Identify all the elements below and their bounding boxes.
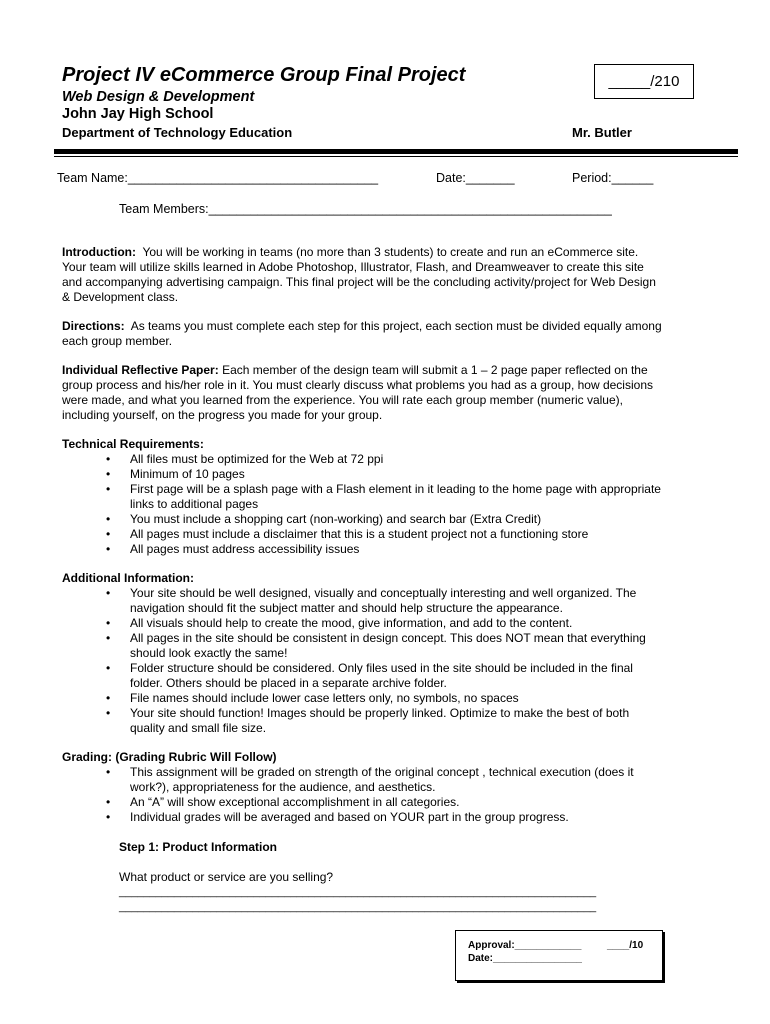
introduction-label: Introduction: (62, 245, 136, 259)
list-item: • Folder structure should be considered. Only files used in the site should be included in the final folder. Others should be placed in a separate archive folder. (106, 661, 633, 690)
bullet-icon: • (106, 691, 111, 705)
reflective-paper-label: Individual Reflective Paper: (62, 363, 219, 377)
list-item: • File names should include lower case letters only, no symbols, no spaces (106, 691, 519, 705)
additional-information-section (62, 571, 662, 736)
list-item: • All files must be optimized for the Web at 72 ppi (106, 452, 384, 466)
additional-information-list (62, 586, 662, 736)
list-item: • An “A” will show exceptional accomplishment in all categories. (106, 795, 460, 809)
grading-list (62, 765, 662, 825)
list-item: • All pages must address accessibility issues (106, 542, 360, 556)
grading-heading: Grading: (Grading Rubric Will Follow) (62, 750, 277, 764)
technical-requirements-list (62, 452, 662, 557)
list-item: • All visuals should help to create the mood, give information, and add to the content. (106, 616, 573, 630)
directions-paragraph (62, 319, 662, 349)
directions-text: As teams you must complete each step for this project, each section must be divided equally among each group member. (62, 319, 662, 348)
list-item: • Minimum of 10 pages (106, 467, 245, 481)
list-item: • This assignment will be graded on strength of the original concept , technical execution (does it work?), appropriateness for the audience, and aesthetics. (106, 765, 634, 794)
period-field[interactable]: Period:______ (572, 171, 654, 185)
bullet-icon: • (106, 661, 111, 675)
bullet-icon: • (106, 795, 111, 809)
bullet-icon: • (106, 765, 111, 779)
bullet-icon: • (106, 706, 111, 720)
header-divider-thick (54, 149, 738, 154)
list-item: • Individual grades will be averaged and based on YOUR part in the group progress. (106, 810, 569, 824)
approval-field[interactable]: Approval:____________ (468, 940, 582, 951)
bullet-icon: • (106, 586, 111, 600)
bullet-icon: • (106, 482, 111, 496)
additional-information-heading: Additional Information: (62, 571, 194, 585)
bullet-icon: • (106, 512, 111, 526)
team-members-field[interactable]: Team Members:__________________________________________________________ (119, 202, 612, 216)
list-item: • You must include a shopping cart (non-working) and search bar (Extra Credit) (106, 512, 542, 526)
teacher-name: Mr. Butler (572, 125, 632, 140)
list-item: • Your site should function! Images should be properly linked. Optimize to make the best of both quality and small file size. (106, 706, 630, 735)
step-1-answer-line[interactable]: ______________________________________________________________________________ (119, 901, 597, 913)
list-item: • All pages in the site should be consistent in design concept. This does NOT mean that everything should look exactly the same! (106, 631, 646, 660)
introduction-paragraph (62, 245, 662, 305)
bullet-icon: • (106, 452, 111, 466)
approval-box (455, 930, 663, 981)
step-1-question: What product or service are you selling? (119, 870, 334, 884)
bullet-icon: • (106, 631, 111, 645)
step-1-answer-line[interactable]: ______________________________________________________________________________ (119, 886, 597, 898)
reflective-paper-paragraph (62, 363, 662, 423)
date-field[interactable]: Date:_______ (436, 171, 515, 185)
reflective-paper-text: Each member of the design team will submit a 1 – 2 page paper reflected on the group process and his/her role in it. You must clearly discuss what problems you had as a group, how decisions were made, and what you learned from the experience. You will rate each group member (numeric value), including yourself, on the progress you made for your group. (62, 363, 653, 422)
technical-requirements-heading: Technical Requirements: (62, 437, 204, 451)
step-1-title: Step 1: Product Information (119, 840, 278, 854)
directions-label: Directions: (62, 319, 125, 333)
list-item: • Your site should be well designed, visually and conceptually interesting and well organized. The navigation should fit the subject matter and should help structure the appearance. (106, 586, 637, 615)
school-name: John Jay High School (62, 106, 214, 122)
course-subtitle: Web Design & Development (62, 89, 255, 105)
bullet-icon: • (106, 810, 111, 824)
bullet-icon: • (106, 542, 111, 556)
approval-date-field[interactable]: Date:________________ (468, 953, 582, 964)
bullet-icon: • (106, 527, 111, 541)
introduction-text: You will be working in teams (no more than 3 students) to create and run an eCommerce site. Your team will utilize skills learned in Adobe Photoshop, Illustrator, Flash, and Dreamweaver to create this site and accompanying advertising campaign. This final project will be the concluding activity/project for Web Design & Development class. (62, 245, 656, 304)
header-divider-thin (54, 156, 738, 157)
bullet-icon: • (106, 616, 111, 630)
list-item: • All pages must include a disclaimer that this is a student project not a functioning store (106, 527, 589, 541)
department-name: Department of Technology Education (62, 125, 293, 140)
bullet-icon: • (106, 467, 111, 481)
grading-section (62, 750, 662, 825)
page-title: Project IV eCommerce Group Final Project (62, 64, 466, 86)
technical-requirements-section (62, 437, 662, 557)
list-item: • First page will be a splash page with a Flash element in it leading to the home page with appropriate links to additional pages (106, 482, 661, 511)
total-score-box[interactable]: _____/210 (594, 64, 694, 99)
team-name-field[interactable]: Team Name:____________________________________ (57, 171, 379, 185)
step-score-field[interactable]: ____/10 (607, 940, 644, 951)
